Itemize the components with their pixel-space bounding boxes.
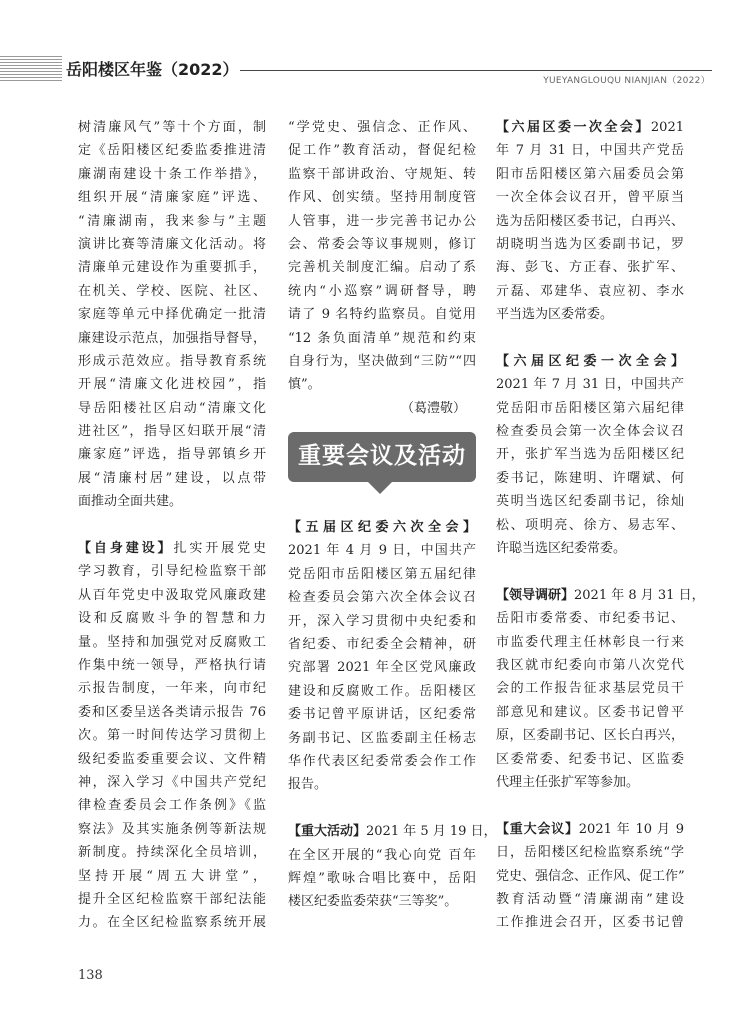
text-line: 委书记，陈建明、许曙斌、何 xyxy=(496,470,684,486)
section-sixth-discipline-plenary xyxy=(496,350,684,561)
text-line: 作集中统一领导，严格执行请 xyxy=(78,657,266,673)
text-line: 察法》及其实施条例等新法规 xyxy=(78,821,266,837)
text-line: 律检查委员会工作条例》《监 xyxy=(78,798,266,814)
text-line: 力。在全区纪检监察系统开展 xyxy=(78,915,266,931)
text-line: 2021 年 4 月 9 日，中国共产 xyxy=(288,543,476,559)
text-line: 完善机关制度汇编。启动了系 xyxy=(288,260,476,276)
text-line: “清廉湖南，我来参与”主题 xyxy=(78,213,266,229)
text-line: 新制度。持续深化全员培训， xyxy=(78,845,266,861)
text-line: 学习教育，引导纪检监察干部 xyxy=(78,564,266,580)
section-heading: 【自身建设】 xyxy=(78,541,174,557)
section-sixth-committee-plenary xyxy=(496,116,684,327)
text-line: “12 条负面清单”规范和约束 xyxy=(288,330,476,346)
text-line: 工作推进会召开，区委书记曾 xyxy=(496,915,684,931)
section-heading: 【五届区纪委六次全会】 xyxy=(288,520,476,536)
text-line: “学党史、强信念、正作风、 xyxy=(288,120,476,135)
text-line: 进社区”，指导区妇联开展“清 xyxy=(78,424,266,440)
text-line: 监察干部讲政治、守规矩、转 xyxy=(288,166,476,182)
text-line: 会、常委会等议事规则，修订 xyxy=(288,236,476,252)
text-line: 代理主任张扩军等参加。 xyxy=(496,774,640,790)
text-line: 廉建设示范点，加强指导督导， xyxy=(78,330,266,346)
text-line: 省纪委、市纪委全会精神，研 xyxy=(288,637,476,653)
text-line: 廉家庭”评选，指导郭镇乡开 xyxy=(78,447,266,463)
text-line: 究部署 2021 年全区党风廉政 xyxy=(288,660,476,676)
running-header-title: 岳阳楼区年鉴（2022） xyxy=(66,60,239,79)
text-line: 量。坚持和加强党对反腐败工 xyxy=(78,634,266,650)
text-line: 楼区纪委监委荣获“三等奖”。 xyxy=(288,894,458,910)
text-line: 形成示范效应。指导教育系统 xyxy=(78,353,266,369)
text-line: 日，岳阳楼区纪检监察系统“学 xyxy=(496,845,684,861)
text-line: 在机关、学校、医院、社区、 xyxy=(78,283,266,299)
text-line: 慎”。 xyxy=(288,377,321,393)
text-line: 海、彭飞、方正春、张扩军、 xyxy=(496,260,684,276)
text-line: 华作代表区纪委常委会作工作 xyxy=(288,753,476,769)
col1-paragraph xyxy=(78,116,266,514)
text-line: 松、项明亮、徐方、易志军、 xyxy=(496,517,684,533)
section-major-meeting xyxy=(496,818,684,935)
section-heading: 【领导调研】 xyxy=(496,587,575,603)
text-line: 报告。 xyxy=(288,777,328,793)
section-gap xyxy=(288,797,476,820)
text-line: 许聪当选区纪委常委。 xyxy=(496,541,627,557)
text-line: 坚持开展“周五大讲堂”， xyxy=(78,868,266,884)
text-line: 树清廉风气”等十个方面，制 xyxy=(78,120,266,135)
text-line: 委书记曾平原讲话，区纪委常 xyxy=(288,707,476,723)
text-line: 选为岳阳楼区委书记，白再兴、 xyxy=(496,213,684,229)
text-line: 2021 年 7 月 31 日，中国共产 xyxy=(496,377,684,393)
text-line: 家庭等单元中择优确定一批清 xyxy=(78,307,266,323)
header-rule xyxy=(240,70,712,71)
column-1 xyxy=(78,116,266,935)
section-heading: 【六届区委一次全会】 xyxy=(496,120,651,135)
text-line: 阳市岳阳楼区第六届委员会第 xyxy=(496,166,684,182)
section-gap xyxy=(78,514,266,537)
section-fifth-plenary xyxy=(288,516,476,797)
section-banner xyxy=(288,426,476,508)
text-line: 在全区开展的“我心向党 百年 xyxy=(288,847,476,863)
text-line: 党岳阳市岳阳楼区第五届纪律 xyxy=(288,566,476,582)
text-line: 市监委代理主任林彰良一行来 xyxy=(496,634,684,650)
text-line: 2021 年 5 月 19 日， xyxy=(366,824,497,840)
text-line: 廉湖南建设十条工作举措》， xyxy=(78,166,266,182)
text-line: 一次全体会议召开，曾平原当 xyxy=(496,190,684,206)
section-gap xyxy=(496,794,684,817)
text-line: 自身行为，坚决做到“三防”“四 xyxy=(288,353,476,369)
text-line: 组织开展“清廉家庭”评选、 xyxy=(78,190,266,206)
text-line: 促工作”教育活动，督促纪检 xyxy=(288,143,476,159)
section-heading: 【重大会议】 xyxy=(496,821,579,837)
text-line: 区委常委、纪委书记、区监委 xyxy=(496,751,684,767)
text-line: 作风、创实绩。坚持用制度管 xyxy=(288,190,476,206)
text-line: 展“清廉村居”建设，以点带 xyxy=(78,470,266,486)
section-gap xyxy=(496,327,684,350)
text-line: 会的工作报告征求基层党员干 xyxy=(496,681,684,697)
text-line: 人管事，进一步完善书记办公 xyxy=(288,213,476,229)
text-line: 从百年党史中汲取党风廉政建 xyxy=(78,587,266,603)
text-line: 演讲比赛等清廉文化活动。将 xyxy=(78,236,266,252)
text-line: 平当选为区委常委。 xyxy=(496,307,614,323)
text-line: 教育活动暨“清廉湖南”建设 xyxy=(496,891,684,907)
text-line: 亓磊、邓建华、袁应初、李水 xyxy=(496,283,684,299)
text-line: 英明当选区纪委副书记，徐灿 xyxy=(496,494,684,510)
text-line: 开，深入学习贯彻中央纪委和 xyxy=(288,613,476,629)
text-line: 党岳阳市岳阳楼区第六届纪律 xyxy=(496,400,684,416)
section-heading: 【重大活动】 xyxy=(288,824,367,840)
text-line: 胡晓明当选为区委副书记，罗 xyxy=(496,236,684,252)
text-line: 统内“小巡察”调研督导，聘 xyxy=(288,283,476,299)
text-line: 扎实开展党史 xyxy=(173,541,266,557)
text-line: 检查委员会第六次全体会议召 xyxy=(288,590,476,606)
section-heading: 【六届区纪委一次全会】 xyxy=(496,353,684,369)
text-line: 次。第一时间传达学习贯彻上 xyxy=(78,728,266,744)
banner-title: 重要会议及活动 xyxy=(288,432,476,482)
text-line: 辉煌”歌咏合唱比赛中，岳阳 xyxy=(288,870,476,886)
page-number: 138 xyxy=(78,968,103,983)
text-line: 我区就市纪委向市第八次党代 xyxy=(496,657,684,673)
column-2 xyxy=(288,116,497,914)
text-line: 开展“清廉文化进校园”，指 xyxy=(78,377,266,393)
text-line: 党史、强信念、正作风、促工作” xyxy=(496,868,685,884)
text-line: 2021 年 10 月 9 xyxy=(578,821,684,837)
text-line: 部意见和建议。区委书记曾平 xyxy=(496,704,684,720)
text-line: 神，深入学习《中国共产党纪 xyxy=(78,774,266,790)
text-line: 面推动全面共建。 xyxy=(78,494,183,510)
text-line: 原，区委副书记、区长白再兴， xyxy=(496,728,684,744)
text-line: 定《岳阳楼区纪委监委推进清 xyxy=(78,143,266,159)
text-line: 2021 年 8 月 31 日， xyxy=(574,587,705,603)
text-line: 2021 xyxy=(650,120,684,135)
section-major-activity xyxy=(288,820,497,914)
text-line: 级纪委监委重要会议、文件精 xyxy=(78,751,266,767)
text-line: 务副书记、区监委副主任杨志 xyxy=(288,730,476,746)
author-credit: （葛澧敬） xyxy=(400,400,466,416)
text-line: 设和反腐败斗争的智慧和力 xyxy=(78,611,266,627)
section-leader-research xyxy=(496,584,705,795)
text-line: 清廉单元建设作为重要抓手， xyxy=(78,260,266,276)
text-line: 岳阳市委常委、市纪委书记、 xyxy=(496,611,684,627)
text-line: 开，张扩军当选为岳阳楼区纪 xyxy=(496,447,684,463)
text-line: 提升全区纪检监察干部纪法能 xyxy=(78,891,266,907)
col2-paragraph xyxy=(288,116,476,397)
text-line: 年 7 月 31 日，中国共产党岳 xyxy=(496,143,684,159)
text-line: 请了 9 名特约监察员。自觉用 xyxy=(288,307,476,323)
header-stripes xyxy=(0,56,62,82)
section-self-building xyxy=(78,537,266,935)
text-line: 建设和反腐败工作。岳阳楼区 xyxy=(288,683,476,699)
banner-pointer xyxy=(368,482,392,494)
column-3 xyxy=(496,116,705,935)
text-line: 委和区委呈送各类请示报告 76 xyxy=(78,704,266,720)
text-line: 检查委员会第一次全体会议召 xyxy=(496,424,684,440)
text-line: 导岳阳楼社区启动“清廉文化 xyxy=(78,400,266,416)
section-gap xyxy=(496,560,684,583)
running-header-subtitle: YUEYANGLOUQU NIANJIAN（2022） xyxy=(543,76,710,86)
text-line: 示报告制度，一年来，向市纪 xyxy=(78,681,266,697)
